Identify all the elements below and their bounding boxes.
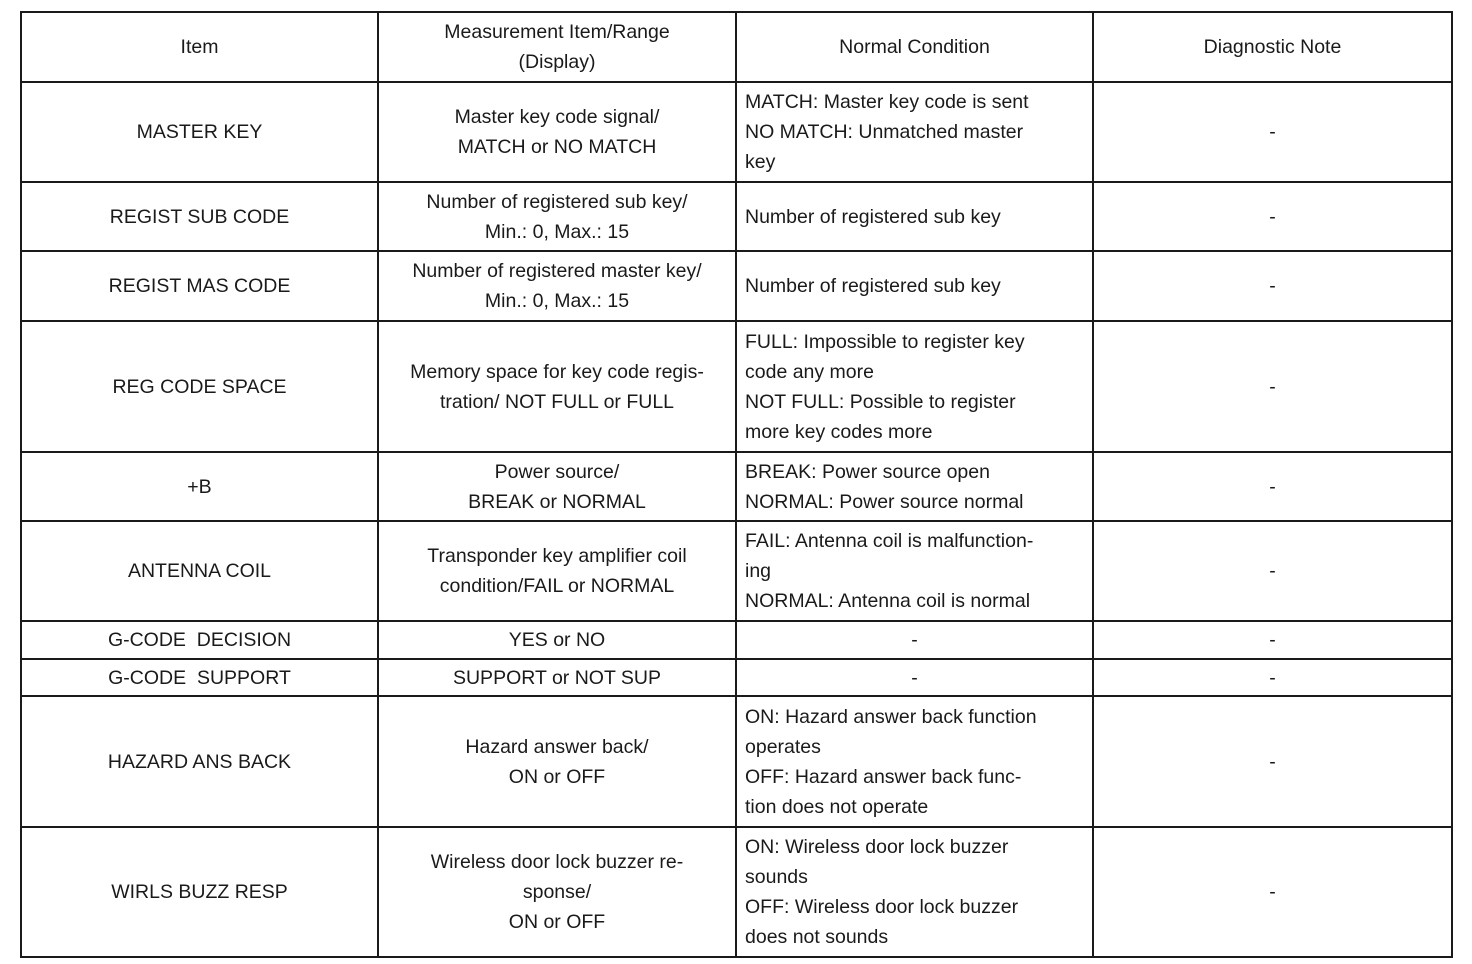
cell-normal-condition-line: NORMAL: Antenna coil is normal (745, 590, 1031, 612)
cell-normal-condition-line: sounds (745, 866, 808, 888)
cell-measurement-line: MATCH or NO MATCH (457, 136, 657, 158)
header-measurement-line: Measurement Item/Range (444, 21, 670, 43)
cell-normal-condition-line: NORMAL: Power source normal (745, 490, 1024, 513)
cell-normal-condition-line: does not sounds (745, 926, 889, 948)
cell-normal-condition (736, 696, 1093, 827)
cell-normal-condition-line: key (745, 151, 776, 173)
cell-normal-condition-line: - (911, 629, 918, 651)
cell-measurement (378, 321, 736, 452)
cell-diagnostic-note: - (1093, 621, 1452, 659)
cell-measurement-line: Hazard answer back/ (465, 735, 649, 758)
table-row (21, 251, 1452, 321)
cell-normal-condition-line: operates (745, 735, 821, 758)
cell-measurement-line: BREAK or NORMAL (468, 490, 646, 513)
cell-diagnostic-note: - (1093, 696, 1452, 827)
cell-normal-condition-line: BREAK: Power source open (745, 460, 990, 483)
header-diagnostic-note: Diagnostic Note (1093, 12, 1452, 82)
table-row (21, 452, 1452, 521)
cell-diagnostic-note: - (1093, 452, 1452, 521)
cell-measurement-line: SUPPORT or NOT SUP (452, 666, 662, 689)
cell-measurement (378, 827, 736, 957)
cell-normal-condition (736, 827, 1093, 957)
cell-measurement-line: Min.: 0, Max.: 15 (484, 220, 630, 243)
cell-normal-condition (736, 82, 1093, 182)
table-row (21, 321, 1452, 452)
cell-measurement-line: Min.: 0, Max.: 15 (484, 290, 630, 312)
cell-measurement (378, 182, 736, 251)
cell-measurement (378, 521, 736, 621)
cell-measurement-line: tration/ NOT FULL or FULL (439, 390, 675, 413)
cell-item: WIRLS BUZZ RESP (21, 827, 378, 957)
table-row (21, 82, 1452, 182)
cell-normal-condition-line: tion does not operate (745, 795, 929, 818)
cell-measurement-line: Number of registered master key/ (412, 260, 702, 282)
cell-normal-condition-line: OFF: Hazard answer back func- (745, 765, 1022, 788)
cell-measurement (378, 696, 736, 827)
cell-normal-condition (736, 452, 1093, 521)
cell-measurement-line: Wireless door lock buzzer re- (430, 851, 684, 873)
cell-measurement-line: condition/FAIL or NORMAL (439, 575, 675, 597)
cell-normal-condition (736, 621, 1093, 659)
table-header-row (21, 12, 1452, 82)
cell-measurement (378, 621, 736, 659)
cell-measurement-line: Memory space for key code regis- (410, 360, 704, 383)
cell-normal-condition-line: Number of registered sub key (745, 275, 1001, 297)
cell-item: REG CODE SPACE (21, 321, 378, 452)
table-row (21, 621, 1452, 659)
cell-measurement-line: ON or OFF (508, 765, 606, 788)
cell-item: ANTENNA COIL (21, 521, 378, 621)
table-row (21, 659, 1452, 696)
table-body (21, 82, 1452, 957)
cell-measurement-line: Master key code signal/ (454, 106, 660, 128)
cell-item: HAZARD ANS BACK (21, 696, 378, 827)
cell-normal-condition-line: FAIL: Antenna coil is malfunction- (745, 530, 1034, 552)
cell-normal-condition-line: ON: Wireless door lock buzzer (745, 836, 1009, 858)
cell-normal-condition-line: FULL: Impossible to register key (745, 330, 1025, 353)
cell-normal-condition-line: ON: Hazard answer back function (745, 705, 1037, 728)
cell-normal-condition-line: NO MATCH: Unmatched master (745, 121, 1024, 143)
cell-measurement (378, 452, 736, 521)
table-row (21, 827, 1452, 957)
cell-measurement-line: ON or OFF (508, 911, 606, 933)
cell-measurement (378, 251, 736, 321)
cell-normal-condition (736, 521, 1093, 621)
cell-measurement-line: sponse/ (522, 881, 592, 903)
cell-diagnostic-note: - (1093, 521, 1452, 621)
cell-diagnostic-note: - (1093, 321, 1452, 452)
cell-normal-condition-line: - (911, 666, 918, 689)
cell-measurement-line: YES or NO (508, 629, 606, 651)
cell-normal-condition-line: code any more (745, 360, 874, 383)
cell-measurement (378, 82, 736, 182)
cell-normal-condition-line: Number of registered sub key (745, 205, 1001, 228)
cell-measurement-line: Number of registered sub key/ (426, 190, 688, 213)
cell-measurement-line: Power source/ (494, 460, 620, 483)
cell-item: G-CODE DECISION (21, 621, 378, 659)
cell-normal-condition-line: more key codes more (745, 420, 933, 443)
cell-normal-condition (736, 182, 1093, 251)
diagnostic-table-container (20, 11, 1453, 958)
cell-diagnostic-note: - (1093, 182, 1452, 251)
cell-normal-condition-line: NOT FULL: Possible to register (745, 390, 1016, 413)
cell-item: REGIST MAS CODE (21, 251, 378, 321)
cell-normal-condition (736, 321, 1093, 452)
table-row (21, 182, 1452, 251)
cell-item: MASTER KEY (21, 82, 378, 182)
cell-item: G-CODE SUPPORT (21, 659, 378, 696)
cell-measurement (378, 659, 736, 696)
cell-diagnostic-note: - (1093, 827, 1452, 957)
diagnostic-data-table (20, 11, 1453, 958)
cell-measurement-line: Transponder key amplifier coil (427, 545, 687, 567)
header-measurement-line: (Display) (518, 51, 596, 73)
header-item: Item (21, 12, 378, 82)
table-row (21, 696, 1452, 827)
cell-normal-condition-line: OFF: Wireless door lock buzzer (745, 896, 1019, 918)
cell-item: +B (21, 452, 378, 521)
cell-item: REGIST SUB CODE (21, 182, 378, 251)
header-measurement (378, 12, 736, 82)
cell-diagnostic-note: - (1093, 659, 1452, 696)
cell-normal-condition (736, 251, 1093, 321)
cell-normal-condition-line: ing (745, 560, 772, 582)
table-row (21, 521, 1452, 621)
cell-normal-condition-line: MATCH: Master key code is sent (745, 91, 1029, 113)
header-normal-condition: Normal Condition (736, 12, 1093, 82)
cell-normal-condition (736, 659, 1093, 696)
cell-diagnostic-note: - (1093, 251, 1452, 321)
cell-diagnostic-note: - (1093, 82, 1452, 182)
